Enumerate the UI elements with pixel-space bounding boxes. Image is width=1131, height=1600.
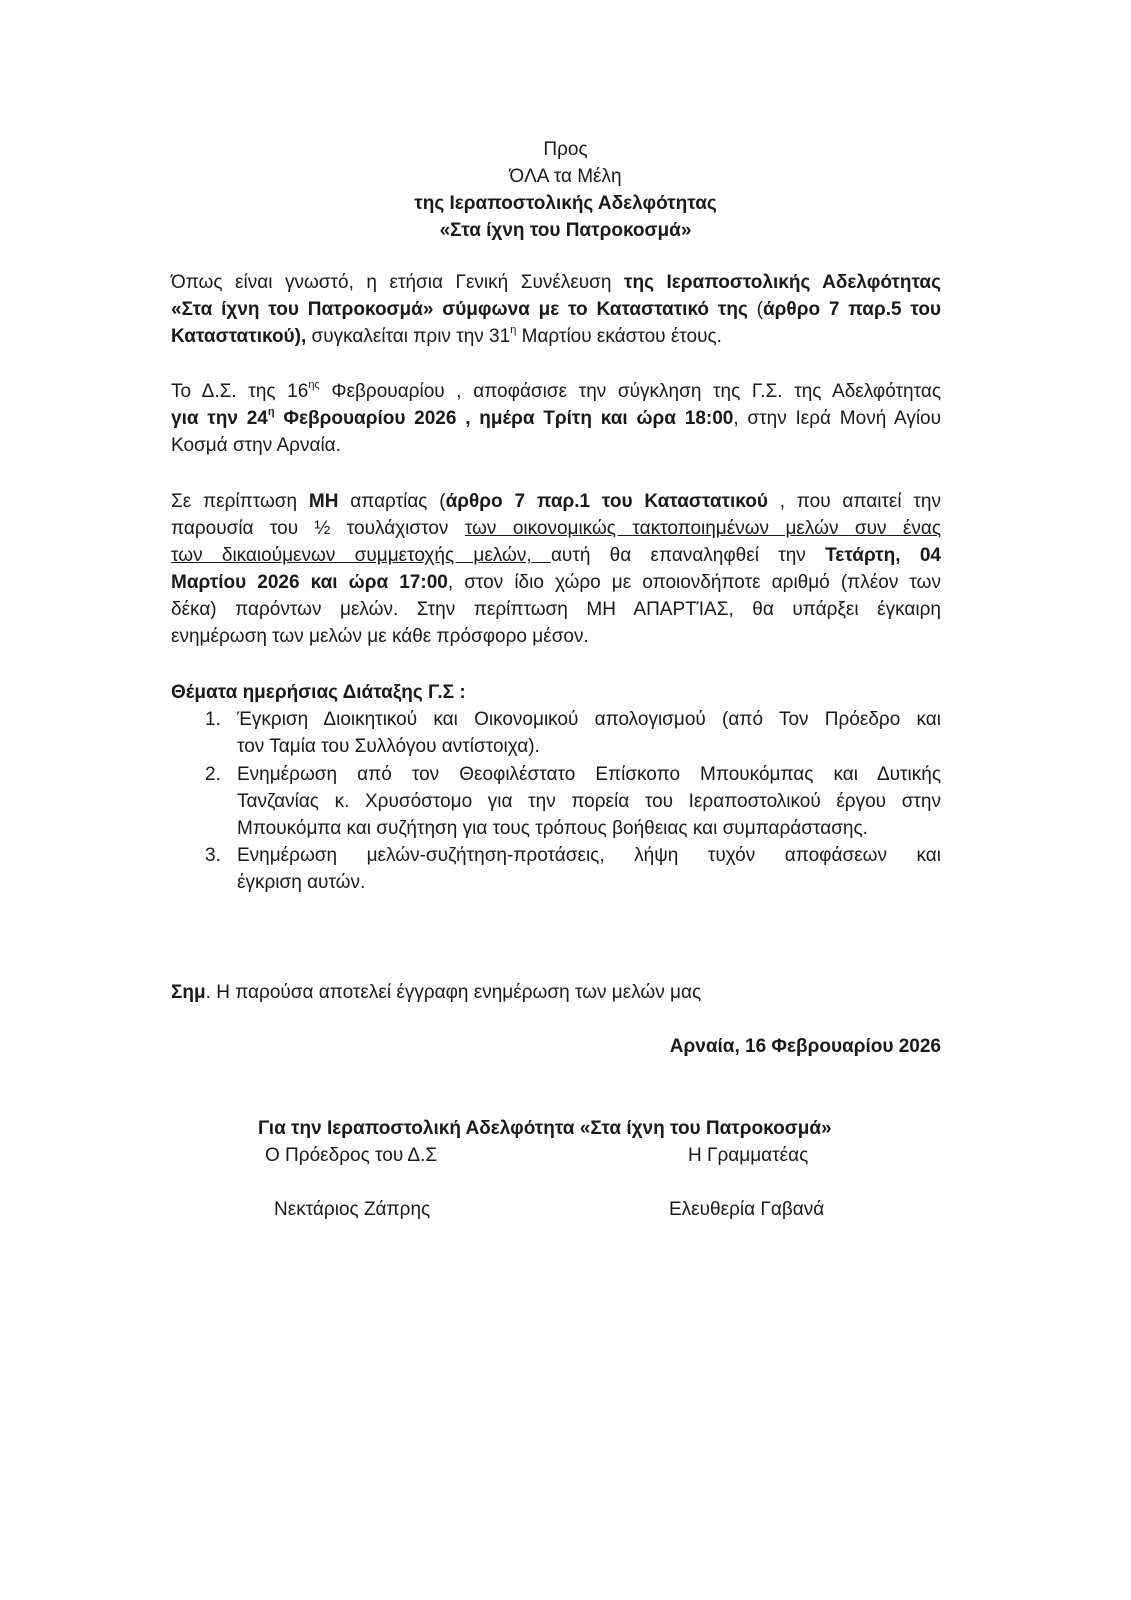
header-recipients: ΌΛΑ τα Μέλη (509, 166, 622, 187)
signature-right-name: Ελευθερία Γαβανά (669, 1199, 825, 1220)
agenda-title: Θέματα ημερήσιας Διάταξης Γ.Σ : (171, 682, 466, 703)
paragraph-3 (171, 488, 941, 650)
signature-org: Για την Ιεραποστολική Αδελφότητα «Στα ίχνη του Πατροκοσμά» (258, 1118, 832, 1139)
p3-line-3: των δικαιούμενων συμμετοχής μελών, αυτή θα επαναληφθεί την Τετάρτη, 04 (171, 545, 941, 566)
p3-line-1: Σε περίπτωση ΜΗ απαρτίας (άρθρο 7 παρ.1 του Καταστατικού , που απαιτεί την (171, 491, 941, 512)
signature-left-name: Νεκτάριος Ζάπρης (274, 1199, 431, 1220)
note-text: . Η παρούσα αποτελεί έγγραφη ενημέρωση των μελών μας (205, 982, 702, 1003)
agenda-text: Ενημέρωση μελών-συζήτηση-προτάσεις, λήψη τυχόν αποφάσεων και έγκριση αυτών. (237, 845, 941, 893)
p1-line-1: Όπως είναι γνωστό, η ετήσια Γενική Συνέλευση της Ιεραποστολικής Αδελφότητας (171, 272, 941, 293)
header-to: Προς (543, 139, 588, 160)
p2-line-1: Το Δ.Σ. της $16^{\eta\varsigma}$ Φεβρουαρίου , αποφάσισε την σύγκληση της Γ.Σ. της Αδελφότητας (171, 379, 941, 402)
agenda-text: Ενημέρωση από τον Θεοφιλέστατο Επίσκοπο Μπουκόμπας και Δυτικής Τανζανίας κ. Χρυσόστομο για την πορεία του Ιεραποστολικού έργου στην Μπουκόμπα και συζήτηση για τους τρόπους βοήθειας και συμπαράστασης. (237, 764, 941, 839)
agenda-text: Έγκριση Διοικητικού και Οικονομικού απολογισμού (από Τον Πρόεδρο και τον Ταμία του Συλλόγου αντίστοιχα). (237, 709, 941, 757)
agenda-number: 2. (205, 764, 221, 785)
header-org-line: της Ιεραποστολικής Αδελφότητας (414, 193, 717, 214)
agenda-number: 1. (205, 709, 221, 730)
note-label: Σημ (171, 982, 206, 1003)
header-block (0, 136, 1131, 244)
p3-line-2: παρουσία του ½ τουλάχιστον των οικονομικώς τακτοποιημένων μελών συν ένας (171, 518, 941, 539)
signature-left-title: Ο Πρόεδρος του Δ.Σ (265, 1145, 438, 1166)
p3-line-5: δέκα) παρόντων μελών. Στην περίπτωση ΜΗ ΑΠΑΡΤΊΑΣ, θα υπάρξει έγκαιρη (171, 599, 941, 620)
p3-line-4: Μαρτίου 2026 και ώρα 17:00, στον ίδιο χώρο με οποιονδήποτε αριθμό (πλέον των (171, 572, 941, 593)
p2-line-2: για την $24^\eta$ Φεβρουαρίου 2026 , ημέρα Τρίτη και ώρα 18:00, στην Ιερά Μονή Αγίου (171, 406, 942, 429)
signature-right-title: Η Γραμματέας (688, 1145, 809, 1166)
p1-line-3: Καταστατικού), συγκαλείται πριν την $31^\eta$ Μαρτίου εκάστου έτους. (171, 324, 722, 347)
paragraph-2 (171, 378, 941, 459)
agenda-number: 3. (205, 845, 221, 866)
date-line: Αρναία, 16 Φεβρουαρίου 2026 (669, 1036, 941, 1057)
p1-line-2: «Στα ίχνη του Πατροκοσμά» σύμφωνα με το Καταστατικό της (άρθρο 7 παρ.5 του (171, 299, 941, 320)
paragraph-1 (171, 269, 941, 350)
p2-line-3: Κοσμά στην Αρναία. (171, 435, 341, 456)
p3-line-6: ενημέρωση των μελών με κάθε πρόσφορο μέσον. (171, 626, 589, 647)
header-org-name: «Στα ίχνη του Πατροκοσμά» (439, 220, 692, 241)
note-line (171, 979, 701, 1006)
